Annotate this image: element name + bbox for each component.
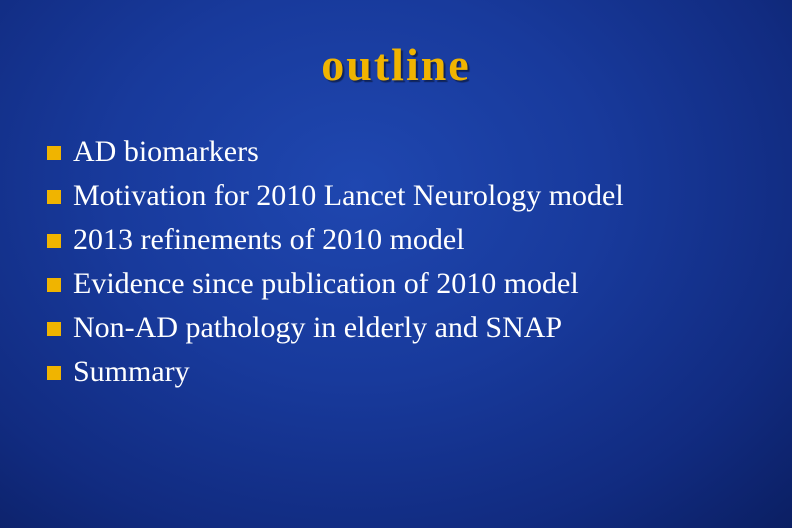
square-bullet-icon <box>47 190 61 204</box>
list-item <box>47 174 624 218</box>
bullet-text: Motivation for 2010 Lancet Neurology model <box>73 179 624 212</box>
square-bullet-icon <box>47 366 61 380</box>
bullet-text: Non-AD pathology in elderly and SNAP <box>73 311 563 344</box>
square-bullet-icon <box>47 234 61 248</box>
square-bullet-icon <box>47 322 61 336</box>
slide-title: outline <box>321 39 471 90</box>
bullet-text: AD biomarkers <box>73 135 259 168</box>
bullet-list <box>47 130 624 394</box>
list-item <box>47 262 624 306</box>
bullet-text: Evidence since publication of 2010 model <box>73 267 579 300</box>
square-bullet-icon <box>47 278 61 292</box>
list-item <box>47 130 624 174</box>
bullet-text: Summary <box>73 355 190 388</box>
square-bullet-icon <box>47 146 61 160</box>
list-item <box>47 350 624 394</box>
bullet-text: 2013 refinements of 2010 model <box>73 223 465 256</box>
list-item <box>47 306 624 350</box>
list-item <box>47 218 624 262</box>
